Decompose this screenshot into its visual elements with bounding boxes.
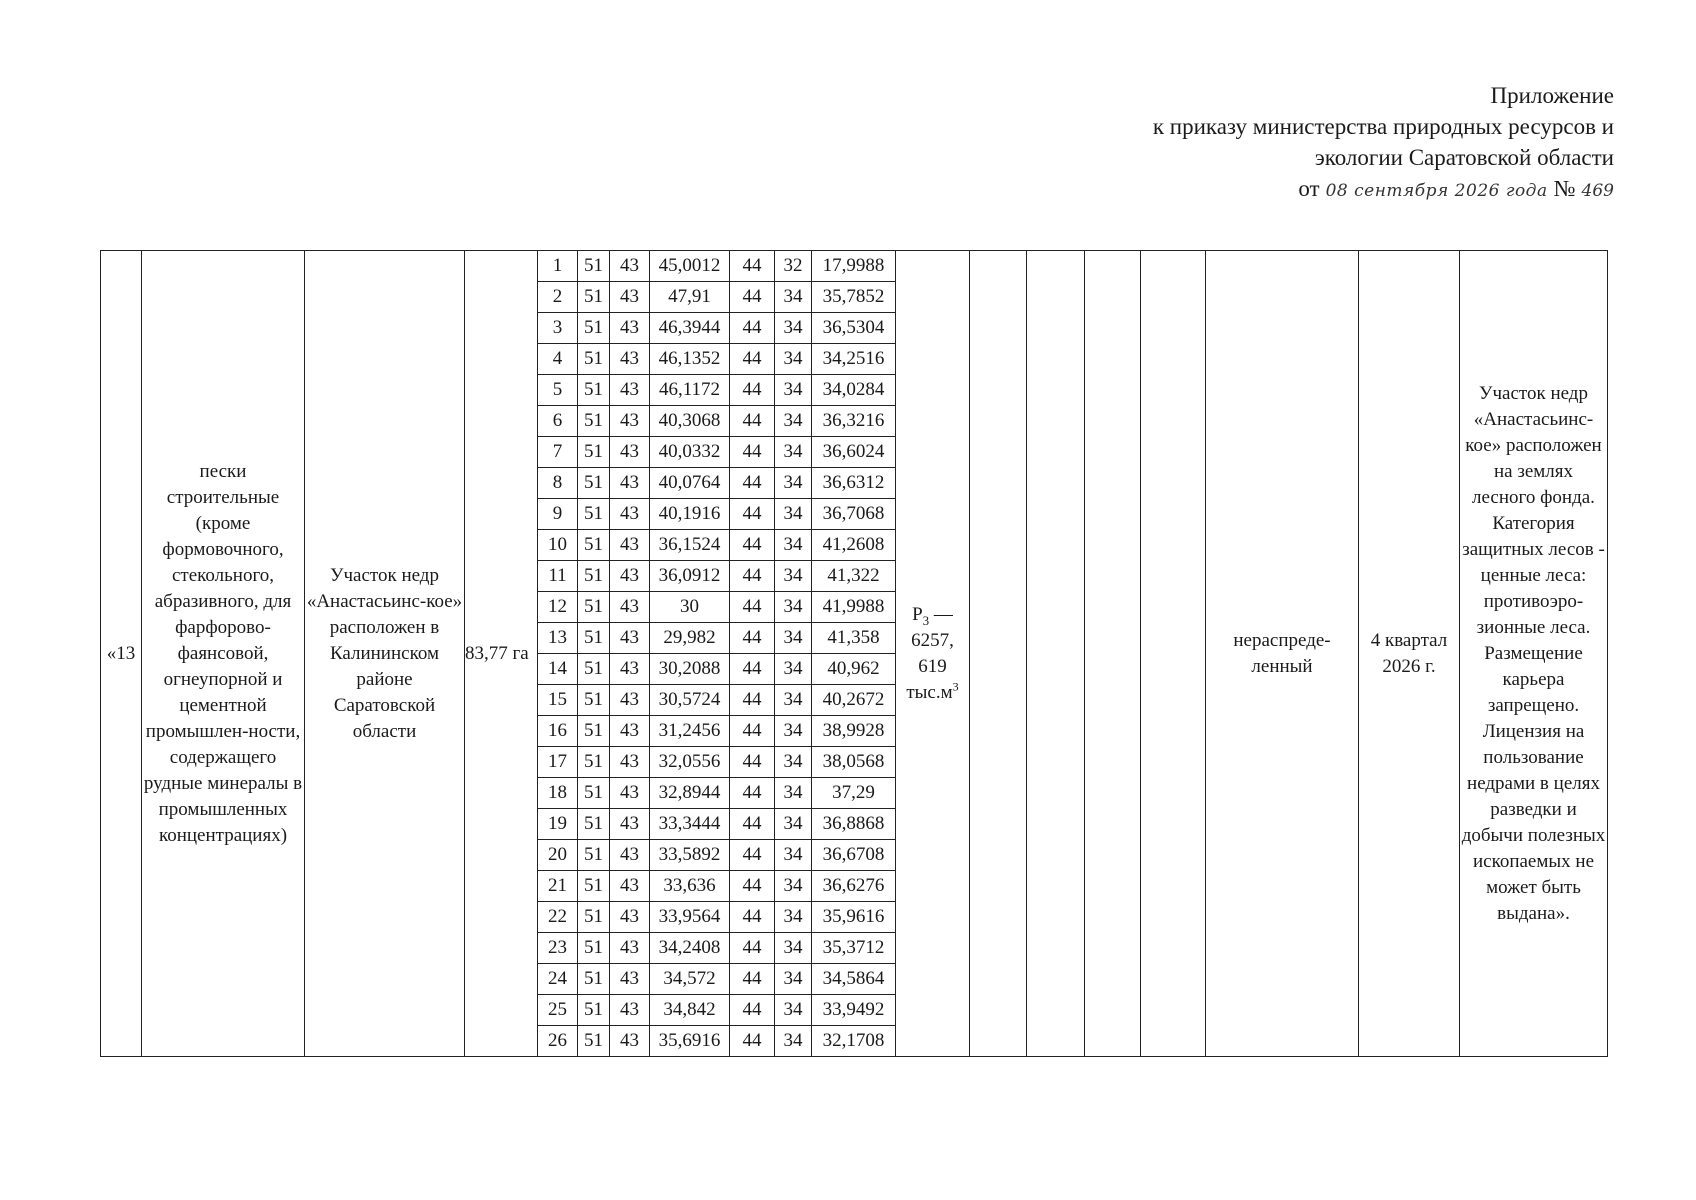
lat-deg: 51 bbox=[578, 685, 610, 716]
lon-deg: 44 bbox=[730, 561, 775, 592]
point-number: 26 bbox=[538, 1026, 578, 1057]
lat-sec: 36,0912 bbox=[650, 561, 730, 592]
lat-sec: 29,982 bbox=[650, 623, 730, 654]
lat-deg: 51 bbox=[578, 344, 610, 375]
lon-min: 34 bbox=[775, 592, 812, 623]
lon-min: 34 bbox=[775, 685, 812, 716]
lon-min: 34 bbox=[775, 313, 812, 344]
lat-deg: 51 bbox=[578, 406, 610, 437]
table-row bbox=[101, 251, 1608, 282]
lon-sec: 36,6708 bbox=[812, 840, 896, 871]
lon-sec: 35,7852 bbox=[812, 282, 896, 313]
lon-min: 34 bbox=[775, 530, 812, 561]
lon-min: 34 bbox=[775, 561, 812, 592]
lon-min: 34 bbox=[775, 654, 812, 685]
lon-min: 34 bbox=[775, 406, 812, 437]
point-number: 3 bbox=[538, 313, 578, 344]
lat-deg: 51 bbox=[578, 933, 610, 964]
lat-deg: 51 bbox=[578, 716, 610, 747]
lat-min: 43 bbox=[610, 282, 650, 313]
lon-sec: 40,2672 bbox=[812, 685, 896, 716]
lon-deg: 44 bbox=[730, 654, 775, 685]
point-number: 5 bbox=[538, 375, 578, 406]
row-index-cell: «13 bbox=[101, 251, 142, 1057]
lat-min: 43 bbox=[610, 530, 650, 561]
lon-min: 34 bbox=[775, 902, 812, 933]
lat-sec: 32,8944 bbox=[650, 778, 730, 809]
table-wrapper bbox=[100, 250, 1608, 1057]
lat-sec: 33,3444 bbox=[650, 809, 730, 840]
resources-category: P bbox=[912, 603, 923, 625]
lon-min: 32 bbox=[775, 251, 812, 282]
lon-deg: 44 bbox=[730, 964, 775, 995]
lat-deg: 51 bbox=[578, 468, 610, 499]
lon-sec: 36,8868 bbox=[812, 809, 896, 840]
point-number: 14 bbox=[538, 654, 578, 685]
resources-value: — 6257, 619 тыс.м bbox=[906, 603, 954, 703]
empty-cell bbox=[1141, 251, 1206, 1057]
header-date-line bbox=[1153, 173, 1614, 207]
lon-sec: 36,6312 bbox=[812, 468, 896, 499]
lat-deg: 51 bbox=[578, 902, 610, 933]
lon-min: 34 bbox=[775, 468, 812, 499]
lat-min: 43 bbox=[610, 468, 650, 499]
point-number: 1 bbox=[538, 251, 578, 282]
lon-sec: 17,9988 bbox=[812, 251, 896, 282]
point-number: 9 bbox=[538, 499, 578, 530]
point-number: 16 bbox=[538, 716, 578, 747]
lon-deg: 44 bbox=[730, 840, 775, 871]
lon-sec: 34,2516 bbox=[812, 344, 896, 375]
lat-deg: 51 bbox=[578, 313, 610, 344]
lon-sec: 40,962 bbox=[812, 654, 896, 685]
lon-min: 34 bbox=[775, 499, 812, 530]
coordinates-table bbox=[100, 250, 1608, 1057]
point-number: 19 bbox=[538, 809, 578, 840]
lon-min: 34 bbox=[775, 1026, 812, 1057]
lon-min: 34 bbox=[775, 778, 812, 809]
point-number: 23 bbox=[538, 933, 578, 964]
lat-deg: 51 bbox=[578, 995, 610, 1026]
lon-sec: 36,6276 bbox=[812, 871, 896, 902]
point-number: 10 bbox=[538, 530, 578, 561]
document-header bbox=[1153, 80, 1614, 207]
lat-min: 43 bbox=[610, 778, 650, 809]
lat-sec: 47,91 bbox=[650, 282, 730, 313]
lon-deg: 44 bbox=[730, 251, 775, 282]
lat-sec: 40,3068 bbox=[650, 406, 730, 437]
point-number: 6 bbox=[538, 406, 578, 437]
point-number: 11 bbox=[538, 561, 578, 592]
lat-min: 43 bbox=[610, 499, 650, 530]
point-number: 13 bbox=[538, 623, 578, 654]
lat-min: 43 bbox=[610, 809, 650, 840]
lon-min: 34 bbox=[775, 871, 812, 902]
lon-min: 34 bbox=[775, 995, 812, 1026]
lon-sec: 38,0568 bbox=[812, 747, 896, 778]
lat-deg: 51 bbox=[578, 871, 610, 902]
lat-min: 43 bbox=[610, 251, 650, 282]
lat-deg: 51 bbox=[578, 747, 610, 778]
lon-sec: 36,7068 bbox=[812, 499, 896, 530]
lon-sec: 32,1708 bbox=[812, 1026, 896, 1057]
point-number: 21 bbox=[538, 871, 578, 902]
lon-deg: 44 bbox=[730, 778, 775, 809]
lat-min: 43 bbox=[610, 561, 650, 592]
lon-deg: 44 bbox=[730, 716, 775, 747]
lat-min: 43 bbox=[610, 747, 650, 778]
lat-min: 43 bbox=[610, 623, 650, 654]
lon-deg: 44 bbox=[730, 809, 775, 840]
lat-min: 43 bbox=[610, 313, 650, 344]
point-number: 24 bbox=[538, 964, 578, 995]
lat-min: 43 bbox=[610, 716, 650, 747]
lon-deg: 44 bbox=[730, 375, 775, 406]
lon-sec: 34,0284 bbox=[812, 375, 896, 406]
point-number: 18 bbox=[538, 778, 578, 809]
lat-deg: 51 bbox=[578, 623, 610, 654]
lat-deg: 51 bbox=[578, 964, 610, 995]
point-number: 8 bbox=[538, 468, 578, 499]
header-order-line: к приказу министерства природных ресурсов и bbox=[1152, 114, 1614, 139]
lon-deg: 44 bbox=[730, 344, 775, 375]
lon-sec: 41,322 bbox=[812, 561, 896, 592]
lon-sec: 35,9616 bbox=[812, 902, 896, 933]
lat-deg: 51 bbox=[578, 840, 610, 871]
note-cell: Участок недр «Анастасьинс-кое» расположен на землях лесного фонда. Категория защитных лесов - ценные леса: противоэро-зионные леса. Размещение карьера запрещено. Лицензия на пользование недрами в целях разведки и добычи полезных ископаемых не может быть выдана». bbox=[1460, 251, 1608, 1057]
lat-sec: 35,6916 bbox=[650, 1026, 730, 1057]
lat-sec: 46,3944 bbox=[650, 313, 730, 344]
lat-deg: 51 bbox=[578, 561, 610, 592]
lon-sec: 38,9928 bbox=[812, 716, 896, 747]
lat-deg: 51 bbox=[578, 654, 610, 685]
lat-sec: 40,0764 bbox=[650, 468, 730, 499]
point-number: 22 bbox=[538, 902, 578, 933]
lat-deg: 51 bbox=[578, 375, 610, 406]
lon-sec: 41,9988 bbox=[812, 592, 896, 623]
lon-deg: 44 bbox=[730, 1026, 775, 1057]
empty-cell bbox=[1085, 251, 1141, 1057]
empty-cell bbox=[1027, 251, 1085, 1057]
lon-deg: 44 bbox=[730, 468, 775, 499]
lon-deg: 44 bbox=[730, 592, 775, 623]
lat-sec: 46,1172 bbox=[650, 375, 730, 406]
lon-deg: 44 bbox=[730, 933, 775, 964]
lon-min: 34 bbox=[775, 933, 812, 964]
point-number: 2 bbox=[538, 282, 578, 313]
lat-sec: 34,572 bbox=[650, 964, 730, 995]
lat-deg: 51 bbox=[578, 530, 610, 561]
lon-deg: 44 bbox=[730, 530, 775, 561]
lat-sec: 34,2408 bbox=[650, 933, 730, 964]
lat-min: 43 bbox=[610, 654, 650, 685]
lat-sec: 36,1524 bbox=[650, 530, 730, 561]
lat-deg: 51 bbox=[578, 437, 610, 468]
lon-deg: 44 bbox=[730, 499, 775, 530]
lon-deg: 44 bbox=[730, 437, 775, 468]
lat-min: 43 bbox=[610, 933, 650, 964]
point-number: 25 bbox=[538, 995, 578, 1026]
lat-min: 43 bbox=[610, 871, 650, 902]
lat-min: 43 bbox=[610, 995, 650, 1026]
lat-sec: 32,0556 bbox=[650, 747, 730, 778]
lat-sec: 33,636 bbox=[650, 871, 730, 902]
lat-deg: 51 bbox=[578, 809, 610, 840]
lon-min: 34 bbox=[775, 840, 812, 871]
lat-sec: 30 bbox=[650, 592, 730, 623]
header-ministry-line: экологии Саратовской области bbox=[1314, 145, 1614, 170]
lon-min: 34 bbox=[775, 282, 812, 313]
lat-min: 43 bbox=[610, 406, 650, 437]
lon-deg: 44 bbox=[730, 902, 775, 933]
lat-deg: 51 bbox=[578, 778, 610, 809]
empty-cell bbox=[970, 251, 1027, 1057]
lat-min: 43 bbox=[610, 592, 650, 623]
lon-min: 34 bbox=[775, 344, 812, 375]
lat-sec: 34,842 bbox=[650, 995, 730, 1026]
lat-deg: 51 bbox=[578, 499, 610, 530]
resources-unit-power: 3 bbox=[952, 679, 959, 694]
lon-sec: 41,2608 bbox=[812, 530, 896, 561]
lat-sec: 40,1916 bbox=[650, 499, 730, 530]
lat-min: 43 bbox=[610, 1026, 650, 1057]
lon-deg: 44 bbox=[730, 406, 775, 437]
point-number: 17 bbox=[538, 747, 578, 778]
lat-sec: 31,2456 bbox=[650, 716, 730, 747]
term-cell: 4 квартал 2026 г. bbox=[1359, 251, 1460, 1057]
lat-sec: 33,5892 bbox=[650, 840, 730, 871]
lon-sec: 41,358 bbox=[812, 623, 896, 654]
lon-deg: 44 bbox=[730, 282, 775, 313]
lat-sec: 33,9564 bbox=[650, 902, 730, 933]
mineral-cell: пески строительные (кроме формовочного, стекольного, абразивного, для фарфорово-фаянсовой, огнеупорной и цементной промышлен-ности, содержащего рудные минералы в промышленных концентрациях) bbox=[142, 251, 305, 1057]
lon-sec: 33,9492 bbox=[812, 995, 896, 1026]
lat-deg: 51 bbox=[578, 1026, 610, 1057]
lat-min: 43 bbox=[610, 840, 650, 871]
lat-deg: 51 bbox=[578, 592, 610, 623]
lon-deg: 44 bbox=[730, 685, 775, 716]
lat-sec: 46,1352 bbox=[650, 344, 730, 375]
lon-min: 34 bbox=[775, 809, 812, 840]
point-number: 20 bbox=[538, 840, 578, 871]
lat-min: 43 bbox=[610, 437, 650, 468]
lon-min: 34 bbox=[775, 437, 812, 468]
lon-min: 34 bbox=[775, 964, 812, 995]
location-cell: Участок недр «Анастасьинс-кое» расположен в Калининском районе Саратовской области bbox=[305, 251, 465, 1057]
handwritten-number: 469 bbox=[1581, 181, 1614, 201]
lat-deg: 51 bbox=[578, 282, 610, 313]
lat-sec: 30,5724 bbox=[650, 685, 730, 716]
lon-deg: 44 bbox=[730, 995, 775, 1026]
area-cell: 83,77 га bbox=[465, 251, 538, 1057]
lon-min: 34 bbox=[775, 716, 812, 747]
lat-min: 43 bbox=[610, 375, 650, 406]
lon-deg: 44 bbox=[730, 623, 775, 654]
point-number: 4 bbox=[538, 344, 578, 375]
resources-cell bbox=[896, 251, 970, 1057]
lat-sec: 45,0012 bbox=[650, 251, 730, 282]
lat-min: 43 bbox=[610, 902, 650, 933]
header-title: Приложение bbox=[1490, 83, 1614, 108]
status-cell: нераспреде-ленный bbox=[1206, 251, 1359, 1057]
lat-min: 43 bbox=[610, 685, 650, 716]
lat-min: 43 bbox=[610, 964, 650, 995]
lon-sec: 36,6024 bbox=[812, 437, 896, 468]
lon-min: 34 bbox=[775, 747, 812, 778]
from-label: от bbox=[1298, 176, 1320, 201]
number-label: № bbox=[1553, 176, 1576, 201]
lon-min: 34 bbox=[775, 375, 812, 406]
lon-deg: 44 bbox=[730, 747, 775, 778]
lat-deg: 51 bbox=[578, 251, 610, 282]
point-number: 12 bbox=[538, 592, 578, 623]
lon-deg: 44 bbox=[730, 313, 775, 344]
lon-sec: 36,3216 bbox=[812, 406, 896, 437]
lon-sec: 34,5864 bbox=[812, 964, 896, 995]
point-number: 15 bbox=[538, 685, 578, 716]
lat-sec: 30,2088 bbox=[650, 654, 730, 685]
lon-sec: 36,5304 bbox=[812, 313, 896, 344]
lat-min: 43 bbox=[610, 344, 650, 375]
lon-deg: 44 bbox=[730, 871, 775, 902]
point-number: 7 bbox=[538, 437, 578, 468]
lon-min: 34 bbox=[775, 623, 812, 654]
lon-sec: 35,3712 bbox=[812, 933, 896, 964]
resources-category-index: 3 bbox=[922, 612, 930, 628]
handwritten-date: 08 сентября 2026 года bbox=[1325, 181, 1548, 201]
lon-sec: 37,29 bbox=[812, 778, 896, 809]
lat-sec: 40,0332 bbox=[650, 437, 730, 468]
